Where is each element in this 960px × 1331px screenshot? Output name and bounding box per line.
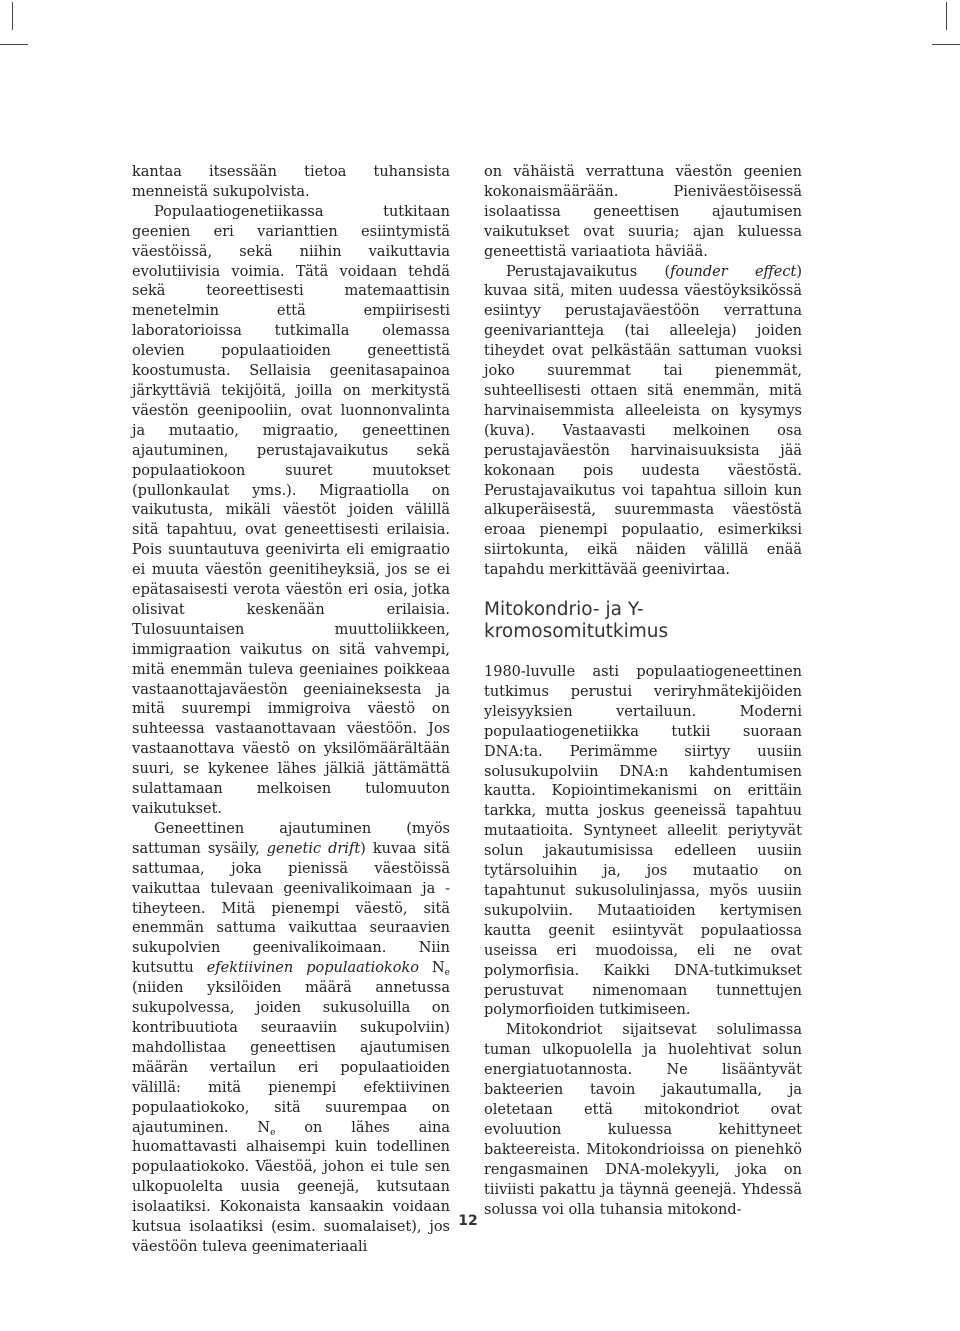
term-effective-population-size: efektiivinen populaatiokoko bbox=[206, 960, 419, 977]
crop-mark bbox=[932, 44, 960, 45]
paragraph: on vähäistä verrattuna väestön geenien kokonaismäärään. Pieniväestöisessä isolaatissa geneettisen ajautumisen vaikutukset ovat suuria; ajan kuluessa geneettistä variaatiota häviää. bbox=[484, 164, 802, 260]
paragraph: Geneettinen ajautuminen (myös sattuman sysäily, genetic drift) kuvaa sitä sattumaa, joka pienissä väestöissä vaikuttaa tulevaan geenivalikoimaan ja -tiheyteen. Mitä pienempi väestö, sitä enemmän sattuma vaikuttaa seuraavien sukupolvien geenivalikoimaan. Niin kutsuttu efektiivinen populaatiokoko $N_e$ (niiden yksilöiden määrä annetussa sukupolvessa, joiden sukusoluilla on kontribuutiota seuraaviin sukupolviin) mahdollistaa geneettisen ajautumisen määrän vertailun eri populaatioiden välillä: mitä pienempi efektiivinen populaatiokoko, sitä suurempaa on ajautuminen. $N_e$ on lähes aina huomattavasti alhaisempi kuin todellinen populaatiokoko. Väestöä, johon ei tule sen ulkopuolelta uusia geenejä, kutsutaan isolaatiksi. Kokonaista kansaakin voidaan kutsua isolaatiksi (esim. suomalaiset), jos väestöön tuleva geenimateriaali bbox=[132, 820, 451, 1255]
right-column bbox=[484, 163, 802, 1220]
term-genetic-drift: genetic drift bbox=[266, 840, 361, 857]
left-column bbox=[132, 163, 450, 1258]
term-founder-effect: founder effect bbox=[670, 263, 797, 280]
paragraph: kantaa itsessään tietoa tuhansista menneistä sukupolvista. bbox=[132, 164, 450, 200]
paragraph: Mitokondriot sijaitsevat solulimassa tuman ulkopuolella ja huolehtivat solun energiatuotannosta. Ne lisääntyvät bakteerien tavoin jakautumalla, ja oletetaan että mitokondriot ovat evoluution kuluessa kehittyneet bakteereista. Mitokondrioissa on pienehkö rengasmainen DNA-molekyyli, joka on tiiviisti pakattu ja täynnä geenejä. Yhdessä solussa voi olla tuhansia mitokond- bbox=[484, 1022, 802, 1218]
crop-mark bbox=[946, 2, 947, 30]
paragraph: Populaatiogenetiikassa tutkitaan geenien eri varianttien esiintymistä väestöissä, sekä niihin vaikuttavia evolutiivisia voimia. Tätä voidaan tehdä sekä teoreettisesti matemaattisin menetelmin että empiirisesti laboratorioissa tutkimalla olemassa olevien populaatioiden geneettistä koostumusta. Sellaisia geenitasapainoa järkyttäviä tekijöitä, joilla on merkitystä väestön geenipooliin, ovat luonnonvalinta ja mutaatio, migraatio, geneettinen ajautuminen, perustajavaikutus sekä populaatiokoon suuret muutokset (pullonkaulat yms.). Migraatiolla on vaikutusta, mikäli väestöt joiden välillä sitä tapahtuu, ovat geneettisesti erilaisia. Pois suuntautuva geenivirta eli emigraatio ei muuta väestön geenitiheyksiä, jos se ei epätasaisesti verota väestön eri osia, jotka olisivat keskenään erilaisia. Tulosuuntaisen muuttoliikkeen, immigraation vaikutus on sitä vahvempi, mitä enemmän tuleva geeniaines poikkeaa vastaanottajaväestön geeniaineksesta ja mitä suurempi immigroiva väestö on suhteessa vastaanottavaan väestöön. Jos vastaanottava väestö on yksilömäärältään suuri, se kykenee lähes jälkiä jättämättä sulattamaan melkoisen tulomuuton vaikutukset. bbox=[132, 203, 450, 817]
paragraph: Perustajavaikutus (founder effect) kuvaa sitä, miten uudessa väestöyksikössä esiintyy perustajaväestöön verrattuna geenivariantteja (tai alleeleja) joiden tiheydet ovat pelkästään sattuman vuoksi joko suuremmat tai pienemmät, suhteellisesti ottaen sitä enemmän, mitä harvinaisemmista alleeleista on kysymys (kuva). Vastaavasti melkoinen osa perustajaväestön harvinaisuuksista jää kokonaan pois uudesta väestöstä. Perustajavaikutus voi tapahtua silloin kun alkuperäisestä, suuremmasta väestöstä eroaa pienempi populaatio, esimerkiksi siirtokunta, eikä näiden välillä enää tapahdu merkittävää geenivirtaa. bbox=[484, 263, 802, 579]
crop-mark bbox=[0, 44, 28, 45]
section-heading: Mitokondrio- ja Y-kromosomitutkimus bbox=[484, 599, 669, 643]
paragraph: 1980-luvulle asti populaatiogeneettinen tutkimus perustui veriryhmätekijöiden yleisyyksien vertailuun. Moderni populaatiogenetiikka tutkii suoraan DNA:ta. Perimämme siirtyy uusiin solusukupolviin DNA:n kahdentumisen kautta. Kopiointimekanismi on erittäin tarkka, mutta joskus geeneissä tapahtuu mutaatioita. Syntyneet alleelit periytyvät solun jakautumisissa edelleen uusiin tytärsoluihin ja, jos mutaatio on tapahtunut sukusolulinjassa, myös uusiin sukupolviin. Mutaatioiden kertymisen kautta geenit esiintyvät populaatiossa useissa eri muodoissa, eli ne ovat polymorfisia. Kaikki DNA-tutkimukset perustuvat nimenomaan tunnettujen polymorfioiden tutkimiseen. bbox=[484, 664, 802, 1019]
crop-mark bbox=[12, 2, 13, 30]
page-number: 12 bbox=[458, 1213, 478, 1229]
